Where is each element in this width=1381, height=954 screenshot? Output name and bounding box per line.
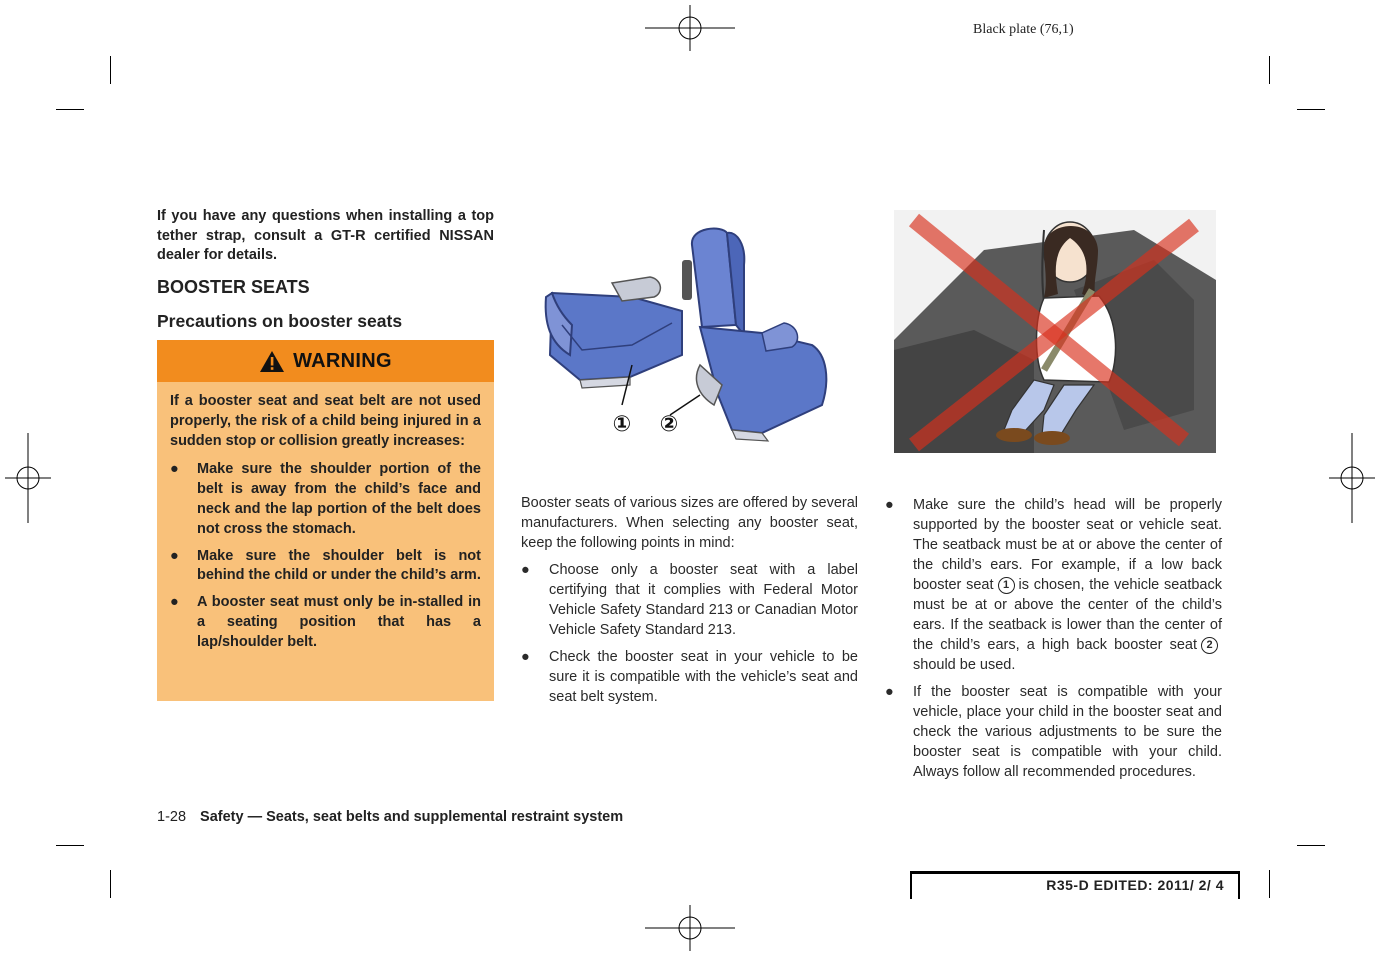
callout-number-2: 2	[1201, 637, 1218, 654]
callout-1: ①	[612, 412, 632, 437]
booster-seats-illustration	[522, 205, 858, 450]
bullet: ●	[170, 594, 179, 611]
crop-mark	[1269, 870, 1270, 898]
warning-list	[170, 460, 481, 652]
warning-title: WARNING	[293, 349, 392, 372]
middle-item-text: Check the booster seat in your vehicle to be sure it is compatible with the vehicle’s seat and seat belt system.	[549, 649, 858, 705]
middle-list	[521, 560, 858, 707]
footer-title: Safety — Seats, seat belts and supplemental restraint system	[200, 809, 624, 825]
registration-mark-top	[645, 5, 735, 51]
crop-mark	[56, 845, 84, 846]
right-item	[885, 682, 1222, 782]
warning-triangle-icon	[259, 350, 285, 373]
bullet: ●	[170, 547, 179, 564]
crop-mark	[1297, 845, 1325, 846]
bullet: ●	[521, 562, 530, 578]
right-item-text-c: should be used.	[913, 657, 1016, 673]
subsection-title: Precautions on booster seats	[157, 311, 403, 331]
right-item-text: If the booster seat is compatible with your vehicle, place your child in the booster seat and check the various adjustments to be sure the booster seat is compatible with your child. Always follow all recommended procedures.	[913, 684, 1222, 780]
page-number: 1-28	[157, 809, 187, 825]
high-back-booster-seat	[682, 229, 826, 441]
middle-intro: Booster seats of various sizes are offered by several manufacturers. When selecting any booster seat, keep the following points in mind:	[521, 495, 858, 551]
plate-label: Black plate (76,1)	[973, 22, 1074, 37]
warning-body	[157, 382, 494, 653]
right-item-text-a: Make sure the child’s head will be properly supported by the booster seat or vehicle seat. The seatback must be at or above the center of the child’s ears. For example, if a low back booster seat	[913, 497, 1222, 593]
crop-mark	[110, 56, 111, 84]
right-list	[885, 495, 1222, 782]
right-item	[885, 495, 1222, 675]
page-footer	[157, 809, 623, 825]
callout-number-1: 1	[998, 577, 1015, 594]
warning-header	[157, 340, 494, 382]
registration-mark-bottom	[645, 905, 735, 951]
callout-2: ②	[659, 412, 679, 437]
middle-item	[521, 647, 858, 707]
bullet: ●	[521, 649, 530, 665]
middle-column	[521, 493, 858, 707]
edited-stamp: R35-D EDITED: 2011/ 2/ 4	[910, 871, 1240, 899]
warning-intro: If a booster seat and seat belt are not used properly, the risk of a child being injured in a sudden stop or collision greatly increases:	[170, 393, 481, 449]
crop-mark	[1297, 109, 1325, 110]
warning-item	[170, 547, 481, 587]
crop-mark	[56, 109, 84, 110]
right-column	[885, 488, 1222, 782]
warning-item	[170, 593, 481, 652]
bullet: ●	[170, 461, 179, 478]
bullet: ●	[885, 497, 894, 513]
section-title: BOOSTER SEATS	[157, 277, 310, 297]
right-item-text-b: is chosen, the vehicle seatback must be at or above the center of the child’s ears. If the seatback is lower than the center of the child’s ears, a high back booster seat	[913, 577, 1222, 653]
crop-mark	[110, 870, 111, 898]
warning-item-text: Make sure the shoulder portion of the belt is away from the child’s face and neck and the lap portion of the belt does not cross the stomach.	[197, 461, 481, 537]
low-back-booster-seat	[546, 277, 682, 388]
middle-item	[521, 560, 858, 640]
registration-mark-left	[5, 433, 51, 523]
middle-item-text: Choose only a booster seat with a label certifying that it complies with Federal Motor Vehicle Safety Standard 213 or Canadian Motor Vehicle Safety Standard 213.	[549, 562, 858, 638]
warning-box	[157, 340, 494, 701]
warning-item-text: Make sure the shoulder belt is not behind the child or under the child’s arm.	[197, 547, 481, 584]
intro-paragraph: If you have any questions when installing a top tether strap, consult a GT-R certified NISSAN dealer for details.	[157, 208, 494, 263]
bullet: ●	[885, 684, 894, 700]
crop-mark	[1269, 56, 1270, 84]
incorrect-seating-illustration	[894, 210, 1216, 453]
warning-item	[170, 460, 481, 539]
registration-mark-right	[1329, 433, 1375, 523]
warning-item-text: A booster seat must only be in-stalled in a seating position that has a lap/shoulder belt.	[197, 594, 481, 650]
